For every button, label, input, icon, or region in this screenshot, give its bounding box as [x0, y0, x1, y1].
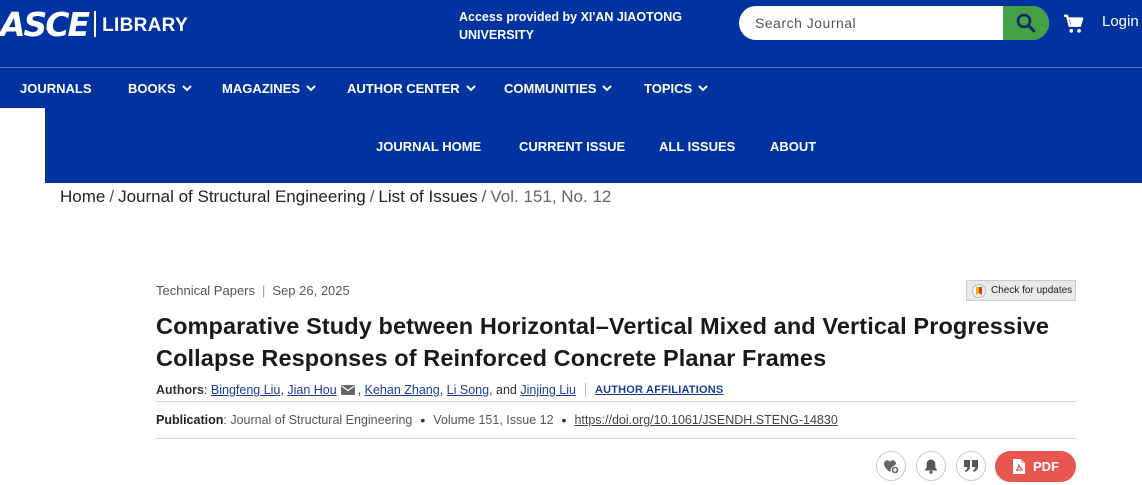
bell-icon	[923, 458, 939, 474]
journal-name: Journal of Structural Engineering	[230, 413, 413, 427]
access-provided-text: Access provided by XI'AN JIAOTONG UNIVERSITY	[459, 10, 682, 42]
subnav-about[interactable]: ABOUT	[770, 139, 817, 154]
affiliations-divider	[585, 383, 586, 397]
chevron-down-icon	[466, 85, 476, 92]
nav-item-label: BOOKS	[128, 81, 176, 96]
publication-label: Publication	[156, 413, 224, 427]
check-for-updates-label: Check for updates	[991, 285, 1073, 296]
breadcrumb-separator: /	[109, 187, 115, 206]
cite-button[interactable]	[956, 451, 986, 481]
top-header	[0, 0, 1142, 67]
heart-add-icon	[882, 457, 900, 475]
search-icon	[1016, 13, 1036, 33]
login-link[interactable]: Login	[1102, 13, 1139, 30]
author-link[interactable]: Bingfeng Liu	[210, 383, 281, 397]
subnav-current-issue[interactable]: CURRENT ISSUE	[519, 139, 626, 154]
email-icon[interactable]	[341, 385, 355, 395]
article-date: Sep 26, 2025	[272, 283, 350, 298]
chevron-down-icon	[602, 85, 612, 92]
breadcrumb-separator: /	[481, 187, 487, 206]
chevron-down-icon	[698, 85, 708, 92]
logo-library-text: LIBRARY	[102, 14, 188, 36]
breadcrumb-current: Vol. 151, No. 12	[490, 187, 612, 206]
article-meta	[156, 283, 350, 298]
breadcrumb-list-of-issues[interactable]: List of Issues	[378, 187, 478, 206]
pdf-download-button[interactable]	[995, 451, 1076, 482]
logo-asce-text: ASCE	[0, 4, 89, 44]
subnav-journal-home[interactable]: JOURNAL HOME	[376, 139, 482, 154]
nav-item-author-center[interactable]	[347, 81, 476, 96]
author-link[interactable]: Kehan Zhang	[364, 383, 440, 397]
breadcrumb-separator: /	[369, 187, 375, 206]
search-button[interactable]	[1003, 6, 1049, 40]
cart-icon[interactable]	[1063, 13, 1085, 35]
pdf-label: PDF	[1033, 459, 1059, 474]
search-bar	[739, 6, 1049, 40]
search-input[interactable]	[739, 6, 1003, 40]
breadcrumb-home[interactable]: Home	[60, 187, 106, 206]
divider	[156, 401, 1076, 402]
alerts-button[interactable]	[916, 451, 946, 481]
subnav-all-issues[interactable]: ALL ISSUES	[659, 139, 736, 154]
chevron-down-icon	[182, 85, 192, 92]
asce-library-logo[interactable]	[0, 4, 188, 44]
and-text: , and	[489, 383, 517, 397]
author-affiliations-link[interactable]: AUTHOR AFFILIATIONS	[594, 384, 724, 396]
breadcrumb-journal[interactable]: Journal of Structural Engineering	[118, 187, 366, 206]
bullet-separator: •	[561, 412, 567, 428]
crossmark-icon	[972, 284, 986, 298]
article-type: Technical Papers	[156, 283, 255, 298]
nav-item-label: COMMUNITIES	[504, 81, 597, 96]
authors-label: Authors	[156, 383, 204, 397]
author-link[interactable]: Jinjing Liu	[520, 383, 576, 397]
pdf-file-icon	[1012, 458, 1026, 475]
add-to-favorites-button[interactable]	[876, 451, 906, 481]
nav-item-label: MAGAZINES	[222, 81, 300, 96]
bullet-separator: •	[420, 412, 426, 428]
authors-line: Authors : Bingfeng Liu , Jian Hou , Kehan Zhang , Li Song , and Jinjing Liu AUTHOR AFFILIATIONS	[156, 383, 724, 397]
chevron-down-icon	[306, 85, 316, 92]
nav-item-journals[interactable]	[20, 81, 92, 96]
meta-divider: |	[262, 283, 266, 298]
author-link[interactable]: Li Song	[446, 383, 490, 397]
nav-item-topics[interactable]	[644, 81, 708, 96]
logo-divider	[94, 11, 96, 37]
author-link[interactable]: Jian Hou	[287, 383, 337, 397]
doi-link[interactable]: https://doi.org/10.1061/JSENDH.STENG-14830	[574, 413, 838, 427]
check-for-updates-button[interactable]	[966, 280, 1076, 301]
nav-item-communities[interactable]	[504, 81, 612, 96]
article-title: Comparative Study between Horizontal–Vertical Mixed and Vertical Progressive Collapse Responses of Reinforced Concrete Planar Frames	[156, 313, 1050, 371]
nav-item-books[interactable]	[128, 81, 192, 96]
publication-line: Publication : Journal of Structural Engineering • Volume 151, Issue 12 • https://doi.org/10.1061/JSENDH.STENG-14830	[156, 412, 838, 428]
journal-subnav	[45, 108, 1142, 183]
volume-issue: Volume 151, Issue 12	[433, 413, 554, 427]
quote-icon	[963, 459, 979, 473]
nav-item-label: JOURNALS	[20, 81, 92, 96]
nav-item-magazines[interactable]	[222, 81, 316, 96]
breadcrumb	[60, 187, 611, 207]
nav-item-label: AUTHOR CENTER	[347, 81, 460, 96]
nav-item-label: TOPICS	[644, 81, 693, 96]
divider	[156, 438, 1076, 439]
main-nav	[0, 67, 1142, 108]
